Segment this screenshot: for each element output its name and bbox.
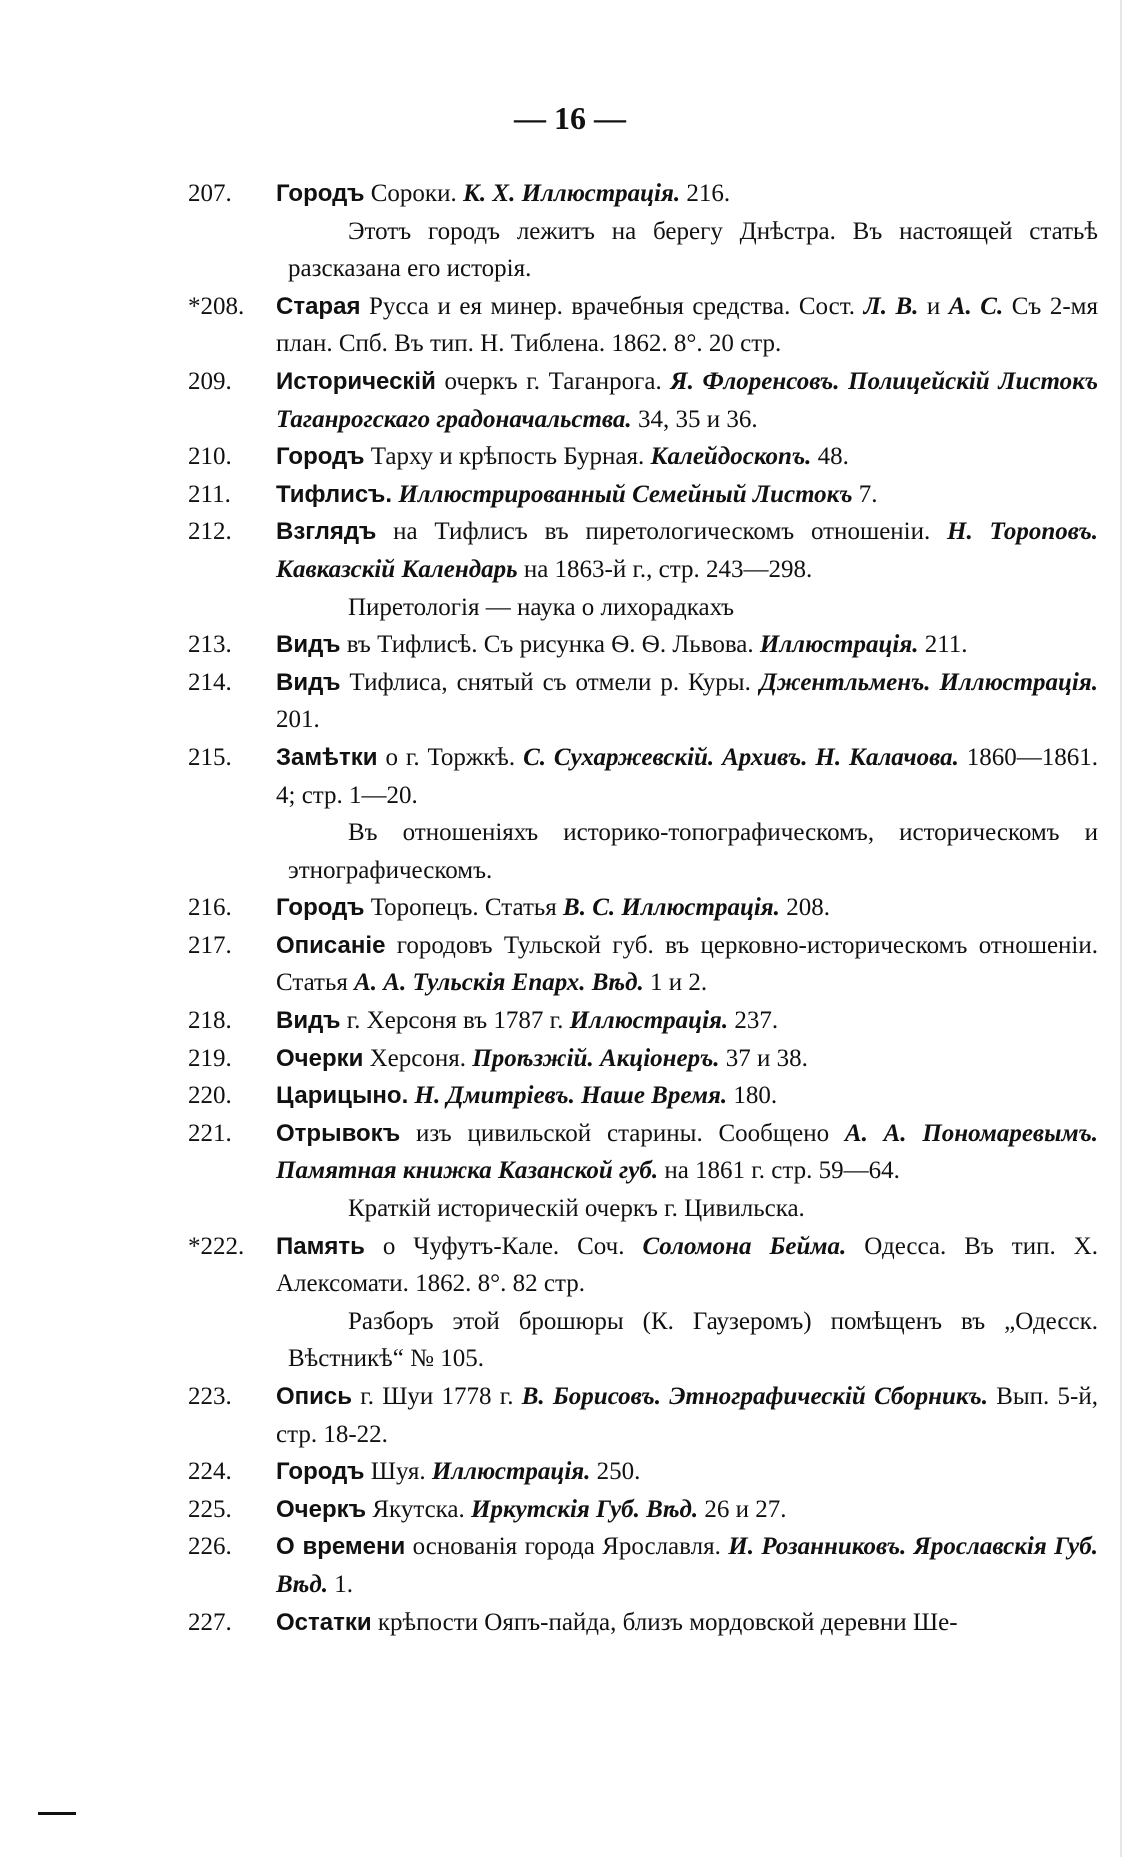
entry-heading: Городъ bbox=[276, 894, 365, 922]
bibliography-entries bbox=[188, 175, 1098, 1641]
entry-source: Л. В. bbox=[863, 292, 919, 320]
entry-text bbox=[276, 288, 1098, 363]
entry-description: о Чуфутъ-Кале. Соч. bbox=[364, 1232, 643, 1260]
entry-source: Н. Дмитріевъ. Наше Время. bbox=[414, 1082, 728, 1110]
entry-details: 237. bbox=[728, 1007, 779, 1035]
entry-description: очеркъ г. Таганрога. bbox=[435, 367, 671, 395]
entry-heading: Очеркъ bbox=[276, 1495, 367, 1523]
entry-description: Шуя. bbox=[364, 1458, 432, 1486]
bibliography-entry bbox=[188, 1604, 1098, 1642]
entry-text bbox=[276, 1228, 1098, 1303]
entry-source: Иллюстрація. bbox=[759, 631, 919, 659]
entry-text bbox=[276, 1077, 1098, 1115]
entry-source: С. Сухаржевскій. Архивъ. Н. Калачова. bbox=[523, 743, 959, 771]
bibliography-entry bbox=[188, 363, 1098, 438]
entry-description: Тифлиса, снятый съ отмели р. Куры. bbox=[340, 668, 760, 696]
entry-note: Пиретологія — наука о лихорадкахъ bbox=[348, 593, 735, 621]
entry-description: г. Шуи 1778 г. bbox=[352, 1383, 522, 1410]
bibliography-entry bbox=[188, 1002, 1098, 1040]
entry-text bbox=[276, 438, 1098, 476]
entry-text bbox=[276, 927, 1098, 1002]
entry-description: въ Тифлисѣ. Съ рисунка Ѳ. Ѳ. Львова. bbox=[340, 631, 760, 659]
page-number: — 16 — bbox=[514, 100, 626, 136]
entry-details: Вып. 5-й, стр. 18-22. bbox=[276, 1383, 1099, 1448]
entry-details: 180. bbox=[727, 1082, 778, 1110]
entry-text bbox=[276, 1453, 1098, 1491]
entry-details: 34, 35 и 36. bbox=[631, 405, 758, 433]
entry-details: на 1861 г. стр. 59—64. bbox=[658, 1157, 900, 1185]
entry-number: 223. bbox=[188, 1383, 232, 1410]
entry-description: Сороки. bbox=[364, 180, 463, 207]
entry-description: основанія города Ярославля. bbox=[405, 1533, 729, 1561]
entry-number: 216. bbox=[188, 894, 232, 922]
entry-description: Тарху и крѣпость Бурная. bbox=[364, 443, 651, 471]
entry-number: 209. bbox=[188, 367, 232, 395]
entry-source: Н. Тороповъ. Кавказскій Календарь bbox=[276, 518, 1098, 583]
entry-number: 217. bbox=[188, 931, 232, 959]
entry-number: 210. bbox=[188, 443, 232, 471]
entry-description: Якутска. bbox=[366, 1495, 472, 1523]
entry-description: г. Херсоня въ 1787 г. bbox=[340, 1007, 570, 1035]
entry-heading: Описаніе bbox=[276, 931, 386, 959]
bibliography-entry bbox=[188, 1378, 1098, 1453]
entry-description: на Тифлисъ въ пиретологическомъ отношеніи. bbox=[376, 518, 947, 546]
entry-heading: Очерки bbox=[276, 1044, 364, 1072]
entry-text bbox=[276, 889, 1098, 927]
entry-heading: Замѣтки bbox=[276, 743, 378, 771]
entry-number: *222. bbox=[188, 1232, 245, 1260]
entry-description: о г. Торжкѣ. bbox=[377, 743, 524, 771]
entry-details: Съ 2-мя план. Спб. Въ тип. Н. Тиблена. 1862. 8°. 20 стр. bbox=[276, 292, 1098, 358]
entry-source: А. А. Пономаревымъ. Памятная книжка Казанской губ. bbox=[276, 1119, 1098, 1185]
entry-description: крѣпости Ояпъ-пайда, близъ мордовской деревни Ше- bbox=[371, 1608, 958, 1636]
bibliography-entry bbox=[188, 664, 1098, 739]
entry-heading: Городъ bbox=[276, 443, 365, 471]
entry-details: 201. bbox=[276, 706, 320, 734]
entry-details: 1. bbox=[328, 1570, 354, 1598]
entry-details: 250. bbox=[590, 1458, 641, 1486]
entry-source: А. С. bbox=[948, 292, 1004, 320]
entry-description: изъ цивильской старины. Сообщено bbox=[400, 1119, 845, 1147]
entry-number: 227. bbox=[188, 1608, 232, 1636]
entry-number: 225. bbox=[188, 1495, 232, 1523]
entry-text bbox=[276, 1040, 1098, 1078]
entry-source: Проѣзжій. Акціонеръ. bbox=[472, 1044, 720, 1072]
entry-details: 26 и 27. bbox=[698, 1495, 787, 1523]
entry-description: Русса и ея минер. врачебныя средства. Сост. bbox=[360, 292, 864, 320]
entry-details: Одесса. Въ тип. Х. Алексомати. 1862. 8°. 82 стр. bbox=[276, 1232, 1098, 1298]
entry-number: 219. bbox=[188, 1044, 232, 1072]
page-edge-line bbox=[1120, 0, 1122, 1857]
entry-heading: Взглядъ bbox=[276, 518, 377, 546]
bibliography-entry bbox=[188, 1115, 1098, 1190]
entry-heading: Отрывокъ bbox=[276, 1119, 401, 1147]
entry-details: 1 и 2. bbox=[643, 969, 708, 997]
entry-text bbox=[276, 664, 1098, 739]
entry-details: 37 и 38. bbox=[719, 1044, 808, 1072]
entry-source: Калейдоскопъ. bbox=[650, 443, 812, 471]
entry-number: 226. bbox=[188, 1533, 232, 1561]
entry-source: Иллюстрація. bbox=[569, 1007, 729, 1035]
entry-source: Иллюстрированный Семейный Листокъ bbox=[398, 480, 853, 508]
entry-number: 221. bbox=[188, 1119, 232, 1147]
entry-heading: Видъ bbox=[276, 668, 341, 696]
bibliography-entry bbox=[188, 1040, 1098, 1078]
entry-text bbox=[276, 626, 1098, 664]
entry-heading: Видъ bbox=[276, 1007, 341, 1035]
entry-heading: Городъ bbox=[276, 180, 365, 207]
entry-text bbox=[276, 513, 1098, 588]
entry-source: А. А. Тульскія Епарх. Вѣд. bbox=[354, 969, 644, 997]
entry-number: 211. bbox=[188, 480, 231, 508]
bibliography-entry bbox=[188, 1077, 1098, 1115]
margin-mark bbox=[38, 1812, 76, 1815]
entry-text bbox=[276, 739, 1098, 814]
entry-number: 224. bbox=[188, 1458, 232, 1486]
entry-source: Иркутскія Губ. Вѣд. bbox=[471, 1495, 699, 1523]
bibliography-entry bbox=[188, 513, 1098, 588]
entry-text bbox=[276, 1115, 1098, 1190]
bibliography-entry bbox=[188, 438, 1098, 476]
entry-text bbox=[276, 1528, 1098, 1603]
entry-number: 215. bbox=[188, 743, 232, 771]
entry-details: на 1863-й г., стр. 243—298. bbox=[517, 555, 813, 583]
entry-number: 213. bbox=[188, 631, 232, 659]
entry-details: 7. bbox=[852, 480, 878, 508]
entry-number: 207. bbox=[188, 180, 232, 207]
entry-heading: Тифлисъ. bbox=[276, 480, 393, 508]
entry-source: Джентльменъ. Иллюстрація. bbox=[759, 668, 1099, 696]
entry-heading: Историческій bbox=[276, 367, 436, 395]
entry-details: и bbox=[918, 292, 949, 320]
entry-heading: Опись bbox=[276, 1383, 353, 1410]
bibliography-entry bbox=[188, 739, 1098, 814]
bibliography-entry bbox=[188, 288, 1098, 363]
entry-number: 220. bbox=[188, 1082, 232, 1110]
entry-text bbox=[276, 175, 1098, 213]
entry-source: К. Х. Иллюстрація. bbox=[462, 180, 681, 207]
entry-text bbox=[276, 1491, 1098, 1529]
entry-number: 212. bbox=[188, 518, 232, 546]
entry-note: Разборъ этой брошюры (К. Гаузеромъ) помѣщенъ въ „Одесск. Вѣстникѣ“ № 105. bbox=[288, 1307, 1098, 1373]
entry-number: 218. bbox=[188, 1007, 232, 1035]
bibliography-entry bbox=[188, 927, 1098, 1002]
entry-source: Я. Флоренсовъ. Полицейскій Листокъ Таганрогскаго градоначальства. bbox=[276, 367, 1098, 433]
bibliography-entry bbox=[188, 476, 1098, 514]
entry-heading: Остатки bbox=[276, 1608, 372, 1636]
entry-heading: Городъ bbox=[276, 1458, 365, 1486]
entry-heading: Старая bbox=[276, 292, 361, 320]
bibliography-entry bbox=[188, 1528, 1098, 1603]
entry-details: 208. bbox=[779, 894, 830, 922]
entry-description: Херсоня. bbox=[363, 1044, 473, 1072]
entry-heading: Царицыно. bbox=[276, 1082, 409, 1110]
entry-source: В. Борисовъ. Этнографическій Сборникъ. bbox=[521, 1383, 988, 1410]
entry-description: Торопецъ. Статья bbox=[364, 894, 564, 922]
entry-text bbox=[276, 363, 1098, 438]
entry-note: Этотъ городъ лежитъ на берегу Днѣстра. Въ настоящей статьѣ разсказана его исторія. bbox=[288, 217, 1098, 283]
entry-source: В. С. Иллюстрація. bbox=[563, 894, 780, 922]
entry-heading: Видъ bbox=[276, 631, 341, 659]
entry-number: 214. bbox=[188, 668, 232, 696]
entry-heading: Память bbox=[276, 1232, 365, 1260]
bibliography-entry bbox=[188, 1491, 1098, 1529]
entry-details: 216. bbox=[680, 180, 731, 207]
entry-source: Соломона Бейма. bbox=[642, 1232, 847, 1260]
bibliography-entry bbox=[188, 175, 1098, 213]
bibliography-entry bbox=[188, 889, 1098, 927]
entry-text bbox=[276, 1604, 1098, 1642]
entry-details: 48. bbox=[811, 443, 849, 471]
entry-heading: О времени bbox=[276, 1533, 406, 1561]
entry-number: *208. bbox=[188, 292, 245, 320]
entry-text bbox=[276, 1002, 1098, 1040]
entry-description: городовъ Тульской губ. въ церковно-историческомъ отношеніи. Статья bbox=[276, 931, 1098, 997]
bibliography-entry bbox=[188, 1453, 1098, 1491]
entry-details: 211. bbox=[918, 631, 968, 659]
entry-note: Въ отношеніяхъ историко-топографическомъ, историческомъ и этнографическомъ. bbox=[288, 819, 1098, 884]
bibliography-entry bbox=[188, 1228, 1098, 1303]
entry-text bbox=[276, 476, 1098, 514]
entry-note: Краткій историческій очеркъ г. Цивильска. bbox=[348, 1195, 805, 1223]
bibliography-entry bbox=[188, 626, 1098, 664]
entry-source: Иллюстрація. bbox=[431, 1458, 591, 1486]
entry-source: И. Розанниковъ. Ярославскія Губ. Вѣд. bbox=[276, 1533, 1098, 1598]
entry-details: 1860—1861. 4; стр. 1—20. bbox=[276, 743, 1099, 809]
entry-text bbox=[276, 1378, 1098, 1453]
